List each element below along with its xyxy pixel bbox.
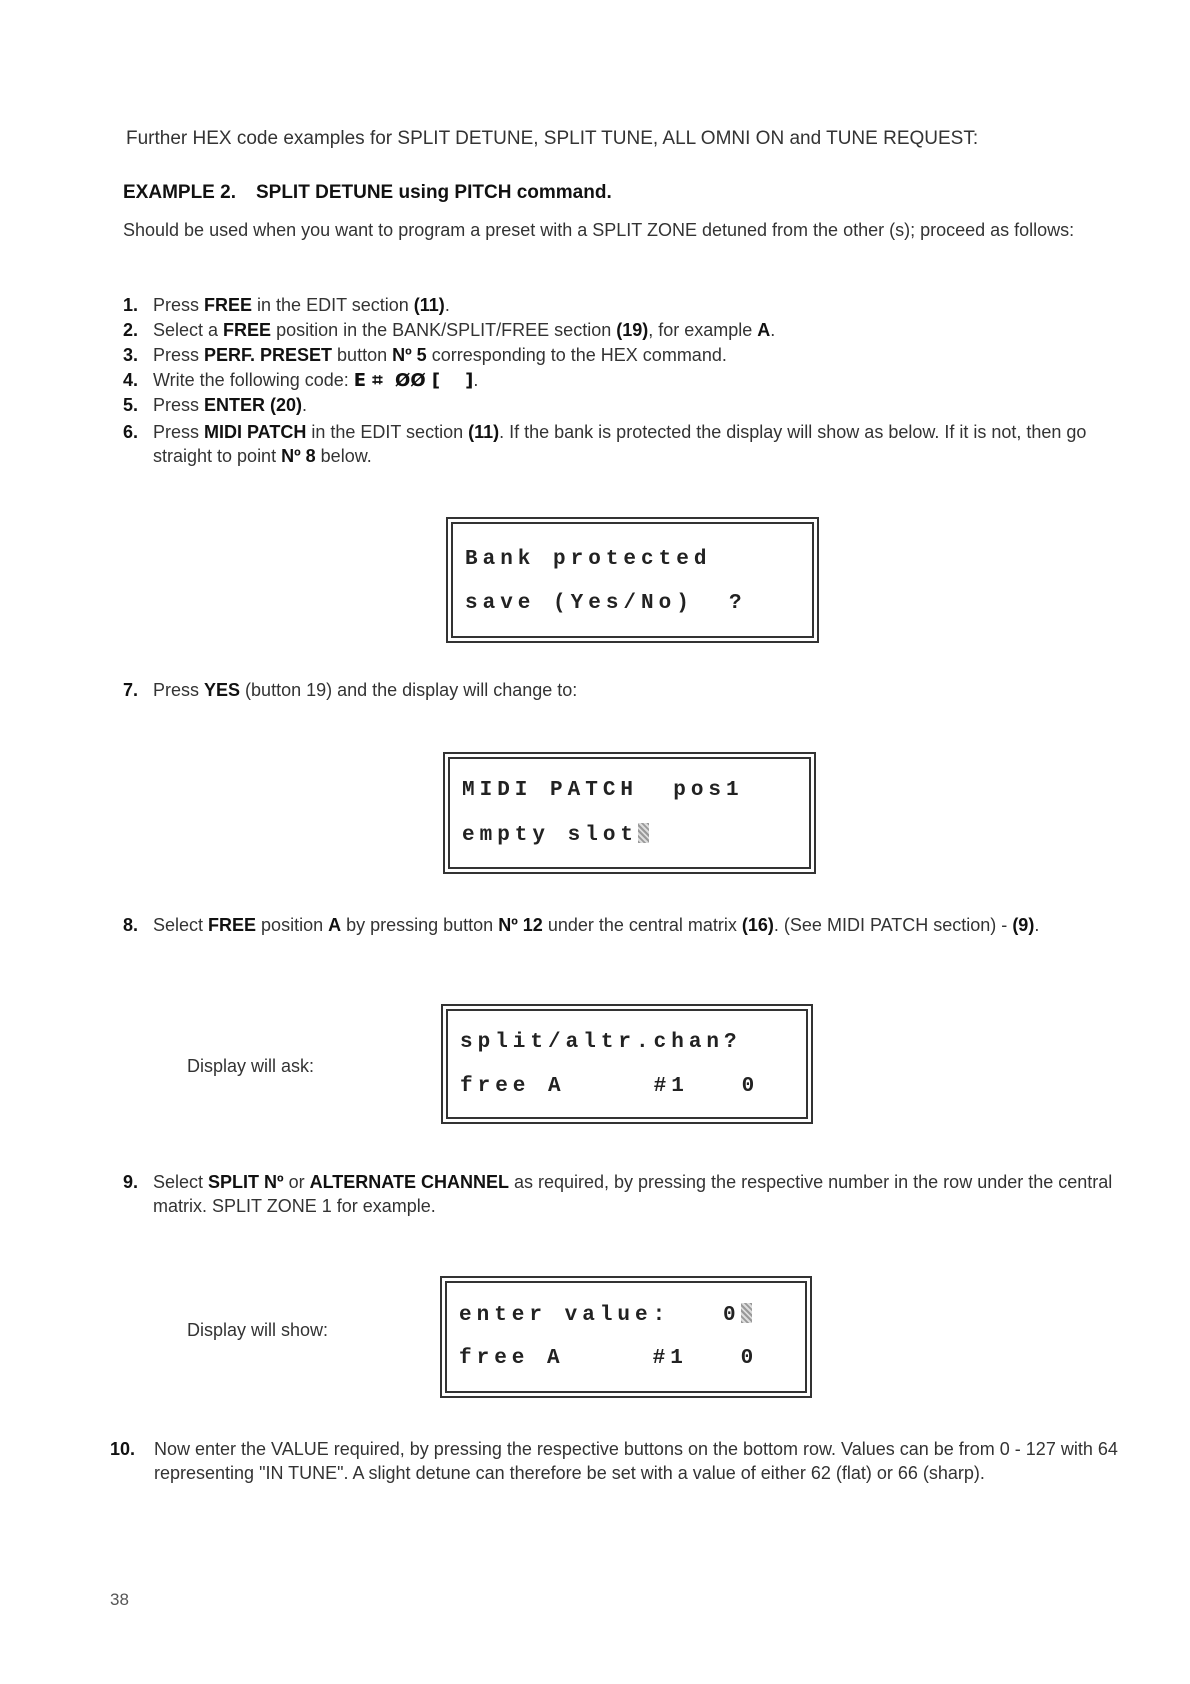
example-title: SPLIT DETUNE using PITCH command. [255, 182, 612, 203]
lcd-display-enter-value [440, 1276, 812, 1398]
step-1 [123, 293, 1133, 317]
step-2 [123, 318, 1133, 342]
lcd-line-2: empty slot [462, 823, 649, 847]
step-text: Select a FREE position in the BANK/SPLIT/FREE section (19), for example A. [153, 320, 776, 340]
intro-text: Further HEX code examples for SPLIT DETUNE, SPLIT TUNE, ALL OMNI ON and TUNE REQUEST: [126, 128, 979, 149]
step-number: 10. [110, 1439, 136, 1459]
step-text: Press YES (button 19) and the display will change to: [153, 680, 578, 700]
step-text: Select SPLIT Nº or ALTERNATE CHANNEL as required, by pressing the respective number in the row under the central matrix. SPLIT ZONE 1 for example. [153, 1172, 1113, 1216]
step-number: 1. [123, 295, 139, 315]
step-7 [123, 678, 1133, 702]
step-text: Press MIDI PATCH in the EDIT section (11). If the bank is protected the display will show as below. If it is not, then go straight to point Nº 8 below. [153, 422, 1087, 466]
step-text: Write the following code: E ⌗ ØØ [ ]. [153, 370, 479, 391]
example-heading [123, 182, 612, 204]
lcd-line-2: free A #1 0 [460, 1075, 760, 1098]
example-number: EXAMPLE 2. [123, 182, 236, 203]
step-6 [123, 420, 1133, 468]
step-number: 2. [123, 320, 139, 340]
step-number: 9. [123, 1172, 139, 1192]
cursor-block [638, 823, 649, 843]
step-text: Now enter the VALUE required, by pressing the respective buttons on the bottom row. Values can be from 0 - 127 with 64 representing "IN TUNE". A slight detune can therefore be set with a value of either 62 (flat) or 66 (sharp). [154, 1439, 1118, 1483]
hex-code: E ⌗ ØØ [ ] [353, 370, 474, 391]
step-text: Select FREE position A by pressing button Nº 12 under the central matrix (16). (See MIDI PATCH section) - (9). [153, 915, 1040, 935]
step-10 [110, 1437, 1135, 1485]
step-number: 8. [123, 915, 139, 935]
step-8 [123, 913, 1133, 937]
step-text: Press FREE in the EDIT section (11). [153, 295, 450, 315]
step-text: Press ENTER (20). [153, 395, 308, 415]
lcd-line-1: split/altr.chan? [460, 1031, 742, 1054]
lcd-line-2: save (Yes/No) ? [465, 592, 747, 615]
step-number: 5. [123, 395, 139, 415]
lcd-line-1: Bank protected [465, 548, 712, 571]
lcd-display-midi-patch [443, 752, 816, 874]
lcd-display-bank-protected [446, 517, 819, 643]
step-4 [123, 368, 1133, 393]
lcd-line-2: free A #1 0 [459, 1347, 759, 1370]
display-label-ask: Display will ask: [187, 1056, 315, 1076]
display-label-show: Display will show: [187, 1320, 329, 1340]
step-number: 3. [123, 345, 139, 365]
lcd-line-1: MIDI PATCH pos1 [462, 779, 744, 802]
lcd-line-1: enter value: 0 [459, 1303, 752, 1327]
lcd-display-split-altr [441, 1004, 813, 1124]
step-number: 6. [123, 422, 139, 442]
step-9 [123, 1170, 1133, 1218]
example-description: Should be used when you want to program a preset with a SPLIT ZONE detuned from the other (s); proceed as follows: [123, 220, 1075, 240]
step-text: Press PERF. PRESET button Nº 5 corresponding to the HEX command. [153, 345, 727, 365]
cursor-block [741, 1303, 752, 1323]
page-number: 38 [110, 1590, 129, 1609]
step-3 [123, 343, 1133, 367]
step-number: 4. [123, 370, 139, 390]
step-number: 7. [123, 680, 139, 700]
step-5 [123, 393, 1133, 417]
